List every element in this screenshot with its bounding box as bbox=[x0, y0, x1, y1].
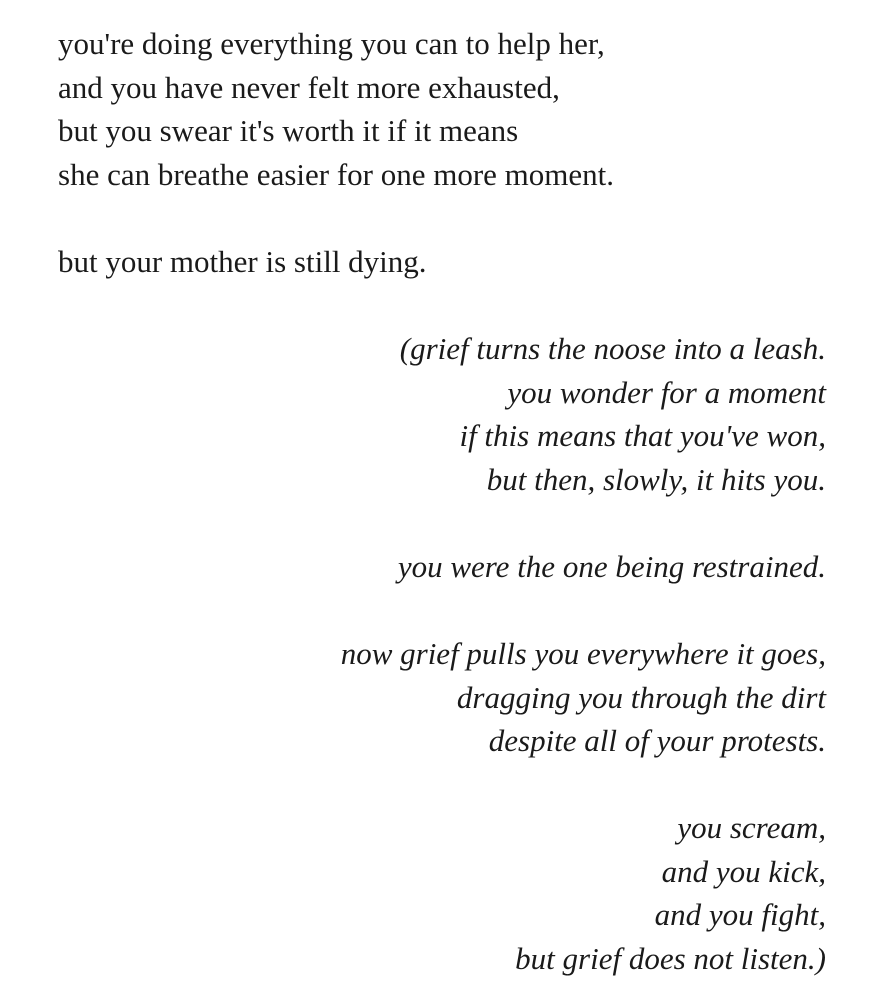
poem-line: despite all of your protests. bbox=[488, 723, 826, 758]
poem-line: you scream, bbox=[677, 810, 826, 845]
poem-line: dragging you through the dirt bbox=[456, 679, 826, 715]
poem-line: you're doing everything you can to help her, bbox=[58, 26, 605, 61]
poem-line: (grief turns the noose into a leash. bbox=[399, 331, 826, 366]
poem-line: you were the one being restrained. bbox=[397, 549, 826, 584]
poem-line: she can breathe easier for one more moment. bbox=[58, 156, 615, 192]
poem-line: and you fight, bbox=[654, 897, 826, 932]
stanza-1 bbox=[58, 22, 838, 196]
stanza-6 bbox=[46, 806, 826, 980]
poem-line: now grief pulls you everywhere it goes, bbox=[340, 636, 826, 671]
poem-line: if this means that you've won, bbox=[459, 418, 826, 453]
stanza-2 bbox=[58, 240, 838, 284]
poem-line: and you kick, bbox=[661, 853, 826, 889]
poem-line: but your mother is still dying. bbox=[58, 244, 427, 279]
poem-line: but then, slowly, it hits you. bbox=[486, 461, 826, 497]
poem-line: you wonder for a moment bbox=[507, 374, 826, 410]
poem-line: but you swear it's worth it if it means bbox=[58, 113, 519, 148]
stanza-5 bbox=[46, 632, 826, 763]
stanza-3 bbox=[46, 327, 826, 501]
poem-line: but grief does not listen.) bbox=[515, 940, 826, 976]
poem-line: and you have never felt more exhausted, bbox=[58, 69, 560, 105]
stanza-4 bbox=[46, 545, 826, 589]
